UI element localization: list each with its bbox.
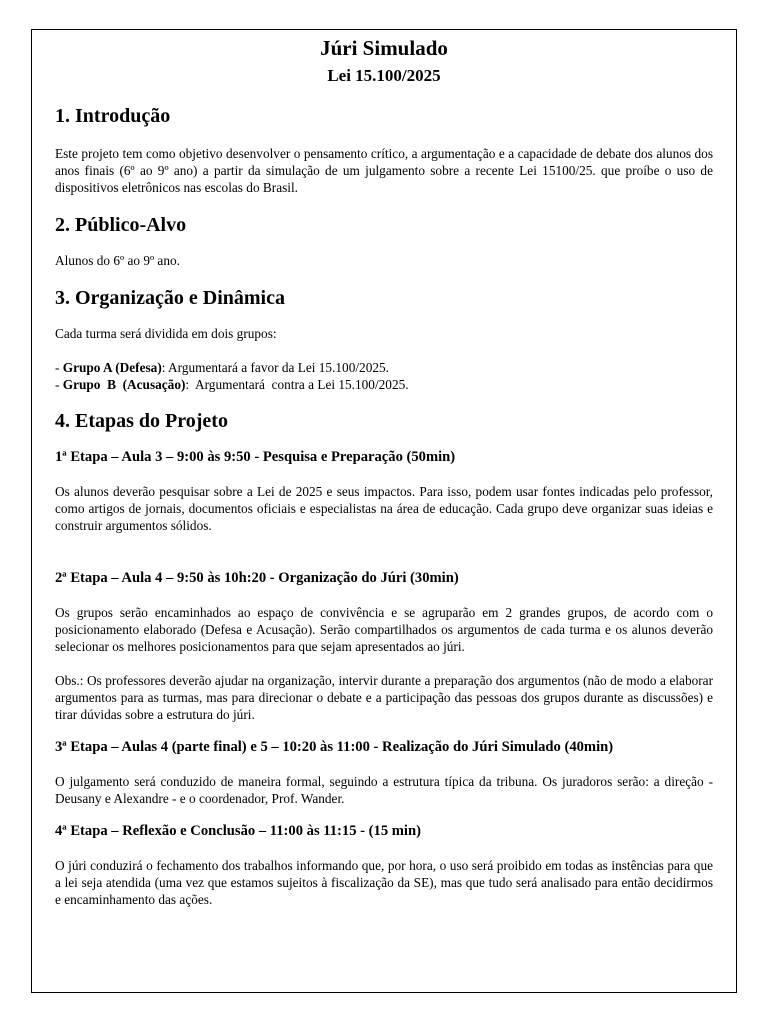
- group-description-defense: : Argumentará a favor da Lei 15.100/2025.: [161, 360, 389, 375]
- stage-2-paragraph: Os grupos serão encaminhados ao espaço de convivência e se agruparão em 2 grandes grupos, de acordo com o posicionamento elaborado (Defesa e Acusação). Serão compartilhados os argumentos de cada turma e os alunos deverão selecionar os melhores posicionamentos para que sejam apresentados ao júri.: [55, 605, 713, 654]
- stage-1-paragraph: Os alunos deverão pesquisar sobre a Lei de 2025 e seus impactos. Para isso, podem usar fontes indicadas pelo professor, como artigos de jornais, documentos oficiais e especialistas na área de educação. Cada grupo deve organizar suas ideias e construir argumentos sólidos.: [55, 484, 713, 533]
- section-heading-stages: 4. Etapas do Projeto: [55, 410, 228, 432]
- document-body: [55, 36, 713, 908]
- document-title: Júri Simulado: [320, 36, 448, 60]
- stage-2-observation: Obs.: Os professores deverão ajudar na organização, intervir durante a preparação dos argumentos (não de modo a elaborar argumentos para as turmas, mas para direcionar o debate e a participação das pessoas dos grupos durante as discussões) e tirar dúvidas sobre a estrutura do júri.: [55, 673, 713, 722]
- stage-4-paragraph: O júri conduzirá o fechamento dos trabalhos informando que, por hora, o uso será proibido em todas as instências para que a lei seja atendida (uma vez que estamos sujeitos à fiscalização da SE), mas que tudo será analisado para então decidirmos e encaminhamento das ações.: [55, 858, 713, 907]
- introduction-paragraph: Este projeto tem como objetivo desenvolver o pensamento crítico, a argumentação e a capacidade de debate dos alunos dos anos finais (6º ao 9º ano) a partir da simulação de um julgamento sobre a recente Lei 15100/25. que proíbe o uso de dispositivos eletrônicos nas escolas do Brasil.: [55, 146, 713, 195]
- audience-paragraph: Alunos do 6º ao 9º ano.: [55, 253, 180, 268]
- group-name-prosecution: Grupo B (Acusação): [62, 377, 186, 392]
- group-item-prosecution: [55, 376, 713, 393]
- stage-3-heading: 3ª Etapa – Aulas 4 (parte final) e 5 – 10:20 às 11:00 - Realização do Júri Simulado (40min): [55, 739, 614, 755]
- section-heading-organization: 3. Organização e Dinâmica: [55, 287, 285, 309]
- section-heading-audience: 2. Público-Alvo: [55, 214, 187, 236]
- group-item-defense: [55, 359, 713, 376]
- stage-1-heading: 1ª Etapa – Aula 3 – 9:00 às 9:50 - Pesquisa e Preparação (50min): [55, 449, 456, 465]
- group-item-prefix: -: [55, 360, 63, 375]
- document-subtitle: Lei 15.100/2025: [327, 66, 441, 85]
- organization-paragraph: Cada turma será dividida em dois grupos:: [55, 326, 277, 341]
- group-item-prefix: -: [55, 377, 63, 392]
- stage-3-paragraph: O julgamento será conduzido de maneira formal, seguindo a estrutura típica da tribuna. Os juradoros serão: a direção - Deusany e Alexandre - e o coordenador, Prof. Wander.: [55, 774, 713, 806]
- group-list: [55, 359, 713, 393]
- section-heading-introduction: 1. Introdução: [55, 105, 171, 127]
- group-description-prosecution: : Argumentará contra a Lei 15.100/2025.: [185, 377, 409, 392]
- stage-2-heading: 2ª Etapa – Aula 4 – 9:50 às 10h:20 - Organização do Júri (30min): [55, 570, 459, 586]
- group-name-defense: Grupo A (Defesa): [62, 360, 162, 375]
- stage-4-heading: 4ª Etapa – Reflexão e Conclusão – 11:00 às 11:15 - (15 min): [55, 823, 421, 839]
